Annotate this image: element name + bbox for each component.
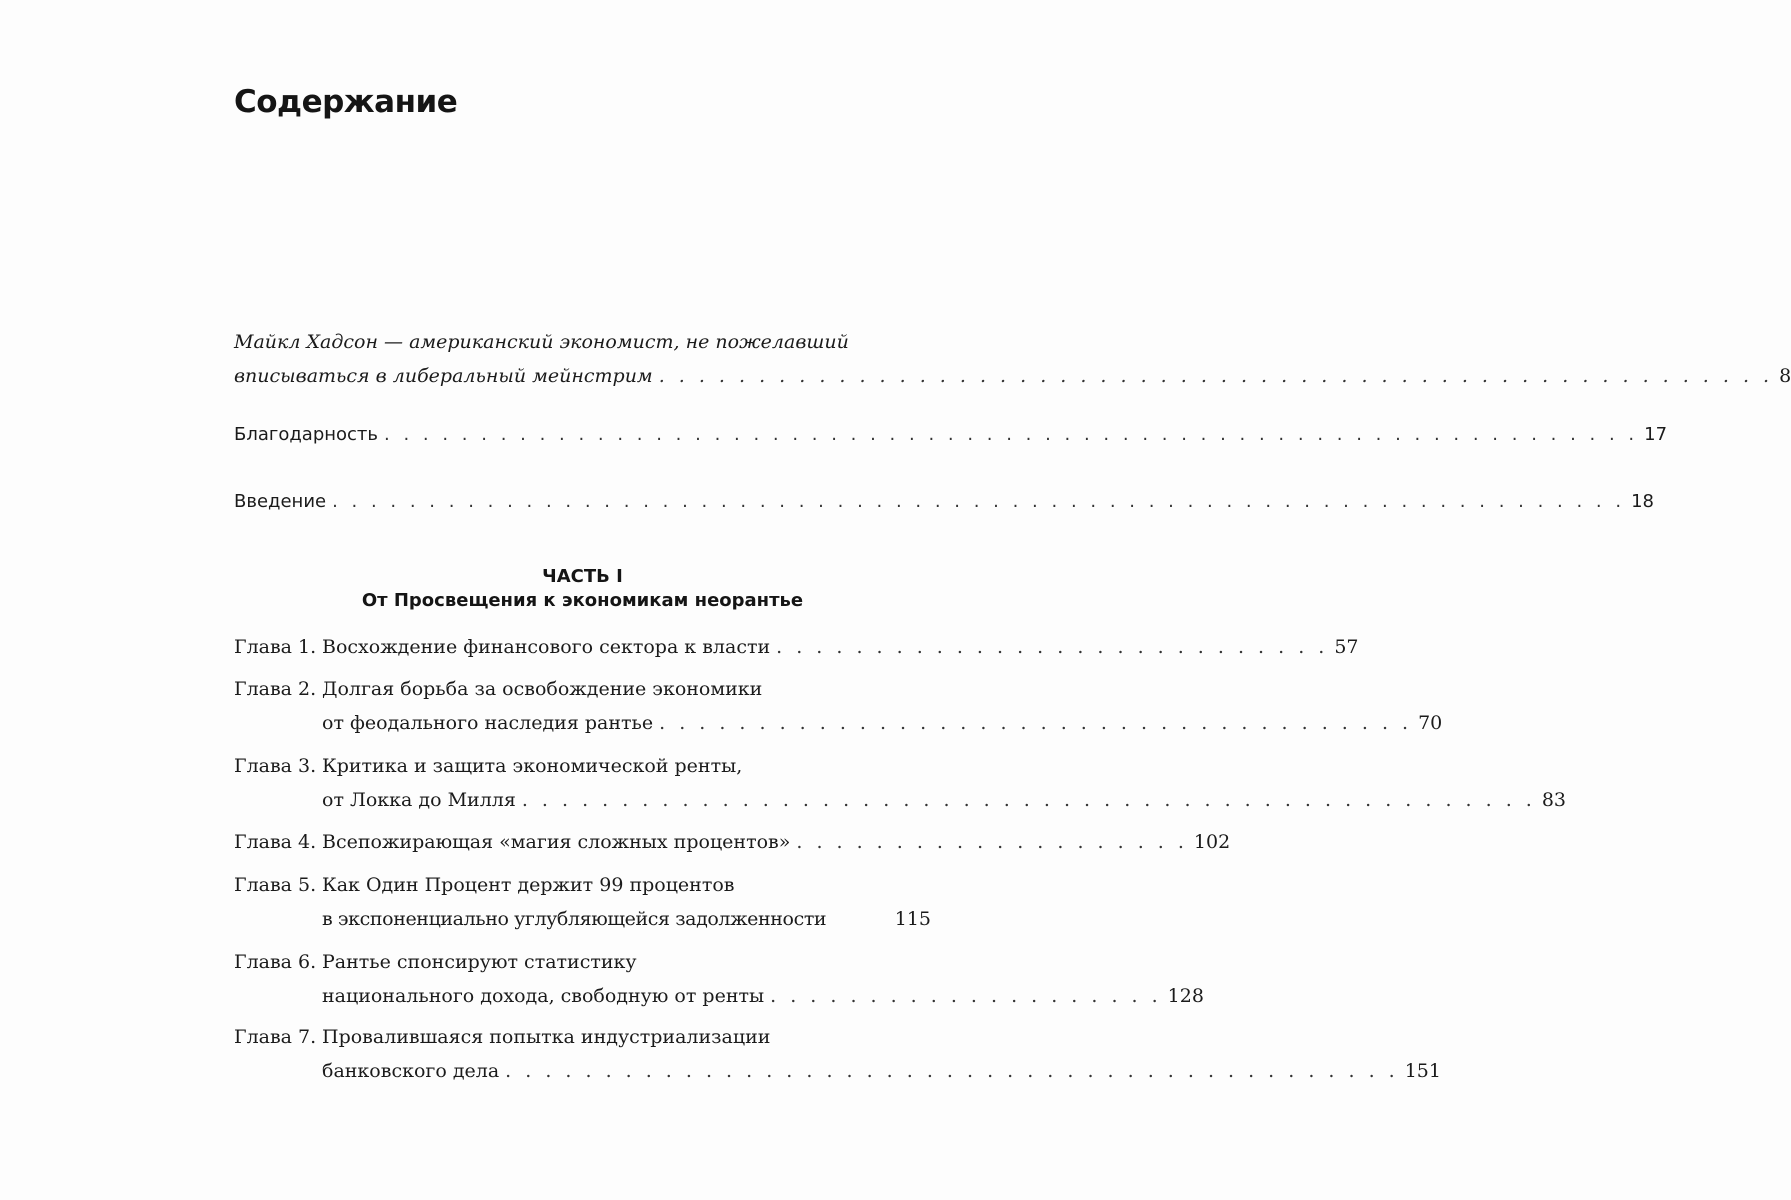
toc-entry-introduction <box>234 490 1654 514</box>
toc-entry-chapter-2 <box>234 677 1443 735</box>
dot-leader: . . . . . . . . . . . . . . . . . . . . . . . . . . . . <box>776 636 1329 658</box>
chapter-label: Глава 6. <box>234 951 317 973</box>
chapter-title: Рантье спонсируют статистику <box>322 951 637 973</box>
dot-leader: . . . . . . . . . . . . . . . . . . . . <box>796 831 1188 853</box>
chapter-title: Долгая борьба за освобождение экономики <box>322 678 763 700</box>
toc-entry-acknowledgements <box>234 423 1668 447</box>
chapter-title-continued: от феодального наследия рантье <box>322 712 654 734</box>
toc-entry-text: Благодарность <box>234 424 379 445</box>
toc-entry-text: вписываться в либеральный мейнстрим <box>234 365 653 387</box>
chapter-title: Провалившаяся попытка индустриализации <box>322 1026 771 1048</box>
part-label: ЧАСТЬ I <box>542 566 623 587</box>
toc-page-number: 151 <box>1404 1060 1441 1082</box>
toc-entry-text: Майкл Хадсон — американский экономист, не пожелавший <box>234 331 849 353</box>
dot-leader: . . . . . . . . . . . . . . . . . . . . . . . . . . . . . . . . . . . . . . . . . . . . . . . . . . . <box>521 789 1536 811</box>
part-heading <box>234 565 931 613</box>
chapter-title: Критика и защита экономической ренты, <box>322 755 743 777</box>
dot-leader: . . . . . . . . . . . . . . . . . . . . . . . . . . . . . . . . . . . . . . <box>659 712 1413 734</box>
chapter-title-continued: в экспоненциально углубляющейся задолженности <box>322 908 827 930</box>
chapter-title: Как Один Процент держит 99 процентов <box>322 874 735 896</box>
toc-page-number: 70 <box>1418 712 1443 734</box>
toc-page-number: 57 <box>1334 636 1359 658</box>
toc-entry-foreword <box>234 330 1791 388</box>
toc-page-number: 8 <box>1779 365 1791 387</box>
toc-page-number: 128 <box>1167 985 1204 1007</box>
dot-leader: . . . . . . . . . . . . . . . . . . . . <box>770 985 1162 1007</box>
page-title: Содержание <box>234 84 458 120</box>
toc-entry-text: Введение <box>234 491 327 512</box>
chapter-label: Глава 1. <box>234 636 317 658</box>
toc-entry-chapter-4 <box>234 830 1231 854</box>
toc-entry-chapter-7 <box>234 1025 1441 1083</box>
toc-page-number: 83 <box>1541 789 1567 811</box>
chapter-title: Всепожирающая «магия сложных процентов» <box>322 831 791 853</box>
chapter-label: Глава 3. <box>234 755 317 777</box>
chapter-label: Глава 7. <box>234 1026 317 1048</box>
toc-entry-chapter-1 <box>234 635 1359 659</box>
dot-leader: . . . . . . . . . . . . . . . . . . . . . . . . . . . . . . . . . . . . . . . . . . . . . . . . . . . . . . . . . . . . . . . . . . . <box>332 491 1626 512</box>
chapter-title: Восхождение финансового сектора к власти <box>322 636 771 658</box>
toc-page-number: 102 <box>1193 831 1231 853</box>
chapter-title-continued: национального дохода, свободную от ренты <box>322 985 765 1007</box>
chapter-title-continued: банковского дела <box>322 1060 500 1082</box>
chapter-label: Глава 4. <box>234 831 317 853</box>
part-title: От Просвещения к экономикам неорантье <box>361 590 804 611</box>
dot-leader: . . . . . . . . . . . . . . . . . . . . . . . . . . . . . . . . . . . . . . . . . . . . . . . . . . . . . . . . <box>658 365 1774 387</box>
toc-page-number: 18 <box>1631 491 1654 512</box>
toc-entry-chapter-3 <box>234 754 1567 812</box>
dot-leader: . . . . . . . . . . . . . . . . . . . . . . . . . . . . . . . . . . . . . . . . . . . . . . . . . . . . . . . . . . . . . . . . . <box>384 424 1639 445</box>
chapter-label: Глава 5. <box>234 874 317 896</box>
toc-page-number: 17 <box>1644 424 1668 445</box>
chapter-label: Глава 2. <box>234 678 317 700</box>
toc-entry-chapter-6 <box>234 950 1204 1008</box>
toc-page-number: 115 <box>894 908 931 930</box>
dot-leader: . . . . . . . . . . . . . . . . . . . . . . . . . . . . . . . . . . . . . . . . . . . . . <box>505 1060 1399 1082</box>
chapter-title-continued: от Локка до Милля <box>322 789 516 811</box>
toc-entry-chapter-5 <box>234 873 931 931</box>
